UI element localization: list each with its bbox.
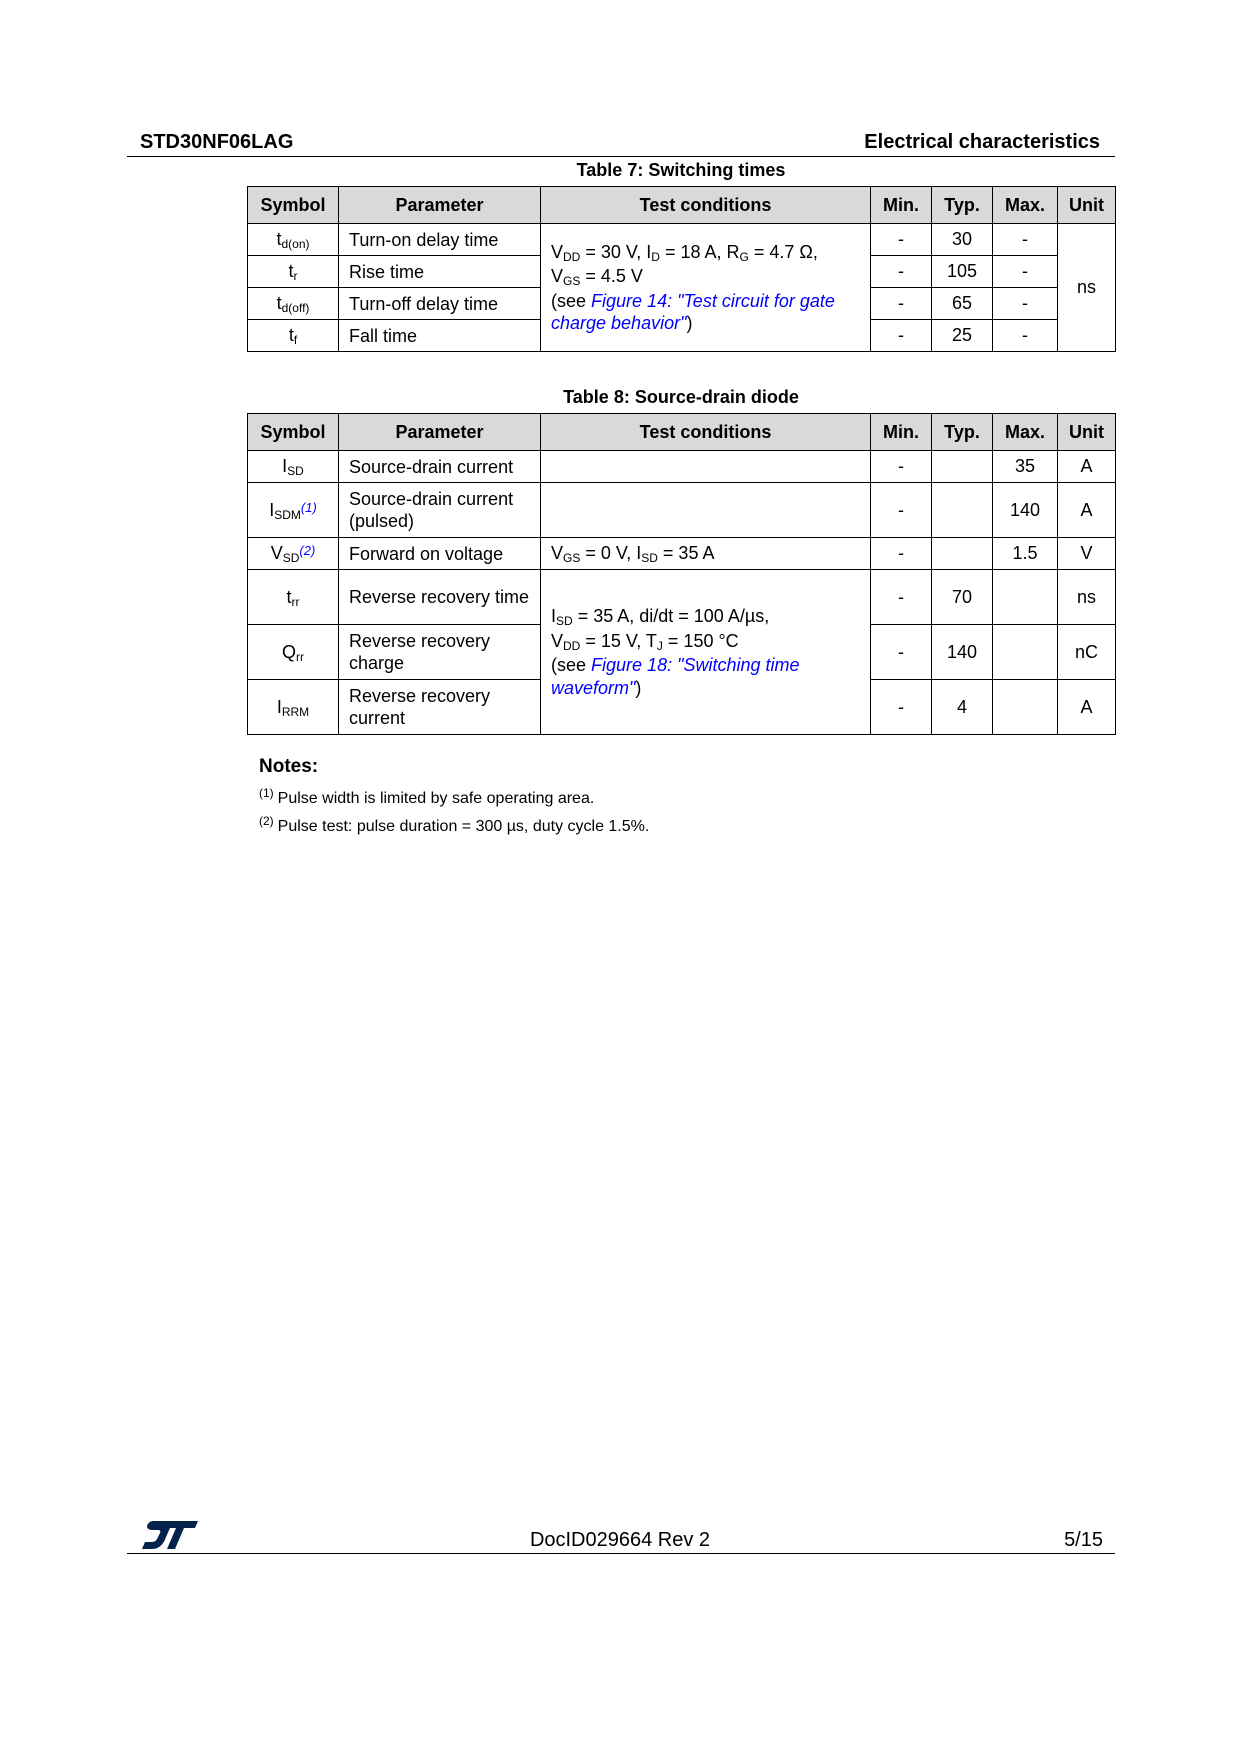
- test-conditions-cell: [541, 451, 871, 483]
- test-conditions-cell: VDD = 30 V, ID = 18 A, RG = 4.7 Ω, VGS = 4.5 V (see Figure 14: "Test circuit for gate charge behavior"): [541, 224, 871, 352]
- col-unit: Unit: [1058, 187, 1116, 224]
- unit-cell: ns: [1058, 224, 1116, 352]
- table7-header-row: [248, 187, 1116, 224]
- parameter-cell: Turn-off delay time: [339, 288, 541, 320]
- max-cell: -: [993, 320, 1058, 352]
- parameter-cell: Source-drain current (pulsed): [339, 483, 541, 538]
- min-cell: -: [871, 224, 932, 256]
- typ-cell: 25: [932, 320, 993, 352]
- col-max: Max.: [993, 414, 1058, 451]
- symbol-cell: Qrr: [248, 625, 339, 680]
- parameter-cell: Turn-on delay time: [339, 224, 541, 256]
- min-cell: -: [871, 570, 932, 625]
- min-cell: -: [871, 320, 932, 352]
- typ-cell: 140: [932, 625, 993, 680]
- col-parameter: Parameter: [339, 187, 541, 224]
- max-cell: -: [993, 256, 1058, 288]
- note-1: $^{(1)}$ Pulse width is limited by safe operating area.: [259, 786, 595, 807]
- footer-rule: [127, 1553, 1115, 1554]
- header-rule: [127, 156, 1115, 157]
- test-conditions-cell: VGS = 0 V, ISD = 35 A: [541, 538, 871, 570]
- doc-id: DocID029664 Rev 2: [529, 1529, 711, 1551]
- max-cell: [993, 680, 1058, 735]
- parameter-cell: Fall time: [339, 320, 541, 352]
- symbol-cell: ISDM$^{(1)}$: [248, 483, 339, 538]
- min-cell: -: [871, 451, 932, 483]
- figure14-link[interactable]: Figure 14: "Test circuit for gate charge behavior": [551, 290, 835, 333]
- col-typ: Typ.: [932, 414, 993, 451]
- max-cell: -: [993, 288, 1058, 320]
- unit-cell: V: [1058, 538, 1116, 570]
- max-cell: 1.5: [993, 538, 1058, 570]
- section-title: Electrical characteristics: [864, 131, 1100, 153]
- max-cell: -: [993, 224, 1058, 256]
- symbol-cell: td(on): [248, 224, 339, 256]
- symbol-cell: VSD$^{(2)}$: [248, 538, 339, 570]
- unit-cell: ns: [1058, 570, 1116, 625]
- table8-source-drain-diode: [247, 413, 1116, 735]
- typ-cell: [932, 538, 993, 570]
- col-unit: Unit: [1058, 414, 1116, 451]
- table7-switching-times: [247, 186, 1116, 352]
- notes-heading: Notes:: [259, 756, 319, 777]
- max-cell: 140: [993, 483, 1058, 538]
- note1-ref-link[interactable]: (1): [300, 499, 317, 515]
- typ-cell: 70: [932, 570, 993, 625]
- note2-ref-link[interactable]: (2): [299, 543, 316, 558]
- typ-cell: [932, 483, 993, 538]
- parameter-cell: Source-drain current: [339, 451, 541, 483]
- symbol-cell: tr: [248, 256, 339, 288]
- max-cell: [993, 570, 1058, 625]
- min-cell: -: [871, 538, 932, 570]
- col-min: Min.: [871, 187, 932, 224]
- min-cell: -: [871, 288, 932, 320]
- table-row: [248, 570, 1116, 625]
- part-number: STD30NF06LAG: [140, 131, 294, 153]
- typ-cell: [932, 451, 993, 483]
- col-symbol: Symbol: [248, 187, 339, 224]
- symbol-cell: trr: [248, 570, 339, 625]
- test-conditions-cell: [541, 483, 871, 538]
- note-2: $^{(2)}$ Pulse test: pulse duration = 300 µs, duty cycle 1.5%.: [259, 814, 650, 835]
- col-max: Max.: [993, 187, 1058, 224]
- symbol-cell: ISD: [248, 451, 339, 483]
- symbol-cell: td(off): [248, 288, 339, 320]
- unit-cell: A: [1058, 483, 1116, 538]
- table8-title: Table 8: Source-drain diode: [563, 387, 799, 407]
- unit-cell: A: [1058, 451, 1116, 483]
- page-number: 5/15: [1064, 1529, 1103, 1551]
- typ-cell: 4: [932, 680, 993, 735]
- unit-cell: A: [1058, 680, 1116, 735]
- col-test-conditions: Test conditions: [541, 414, 871, 451]
- parameter-cell: Forward on voltage: [339, 538, 541, 570]
- table-row: [248, 451, 1116, 483]
- table-row: [248, 483, 1116, 538]
- typ-cell: 65: [932, 288, 993, 320]
- parameter-cell: Reverse recovery current: [339, 680, 541, 735]
- unit-cell: nC: [1058, 625, 1116, 680]
- table8-header-row: [248, 414, 1116, 451]
- parameter-cell: Rise time: [339, 256, 541, 288]
- col-typ: Typ.: [932, 187, 993, 224]
- min-cell: -: [871, 625, 932, 680]
- parameter-cell: Reverse recovery charge: [339, 625, 541, 680]
- min-cell: -: [871, 483, 932, 538]
- test-conditions-cell: ISD = 35 A, di/dt = 100 A/µs, VDD = 15 V, TJ = 150 °C (see Figure 18: "Switching time waveform"): [541, 570, 871, 735]
- min-cell: -: [871, 680, 932, 735]
- table7-title: Table 7: Switching times: [576, 160, 786, 180]
- max-cell: [993, 625, 1058, 680]
- col-symbol: Symbol: [248, 414, 339, 451]
- symbol-cell: tf: [248, 320, 339, 352]
- col-test-conditions: Test conditions: [541, 187, 871, 224]
- table-row: [248, 224, 1116, 256]
- figure18-link[interactable]: Figure 18: "Switching time waveform": [551, 655, 800, 698]
- col-parameter: Parameter: [339, 414, 541, 451]
- table-row: [248, 538, 1116, 570]
- col-min: Min.: [871, 414, 932, 451]
- symbol-cell: IRRM: [248, 680, 339, 735]
- parameter-cell: Reverse recovery time: [339, 570, 541, 625]
- typ-cell: 30: [932, 224, 993, 256]
- min-cell: -: [871, 256, 932, 288]
- typ-cell: 105: [932, 256, 993, 288]
- max-cell: 35: [993, 451, 1058, 483]
